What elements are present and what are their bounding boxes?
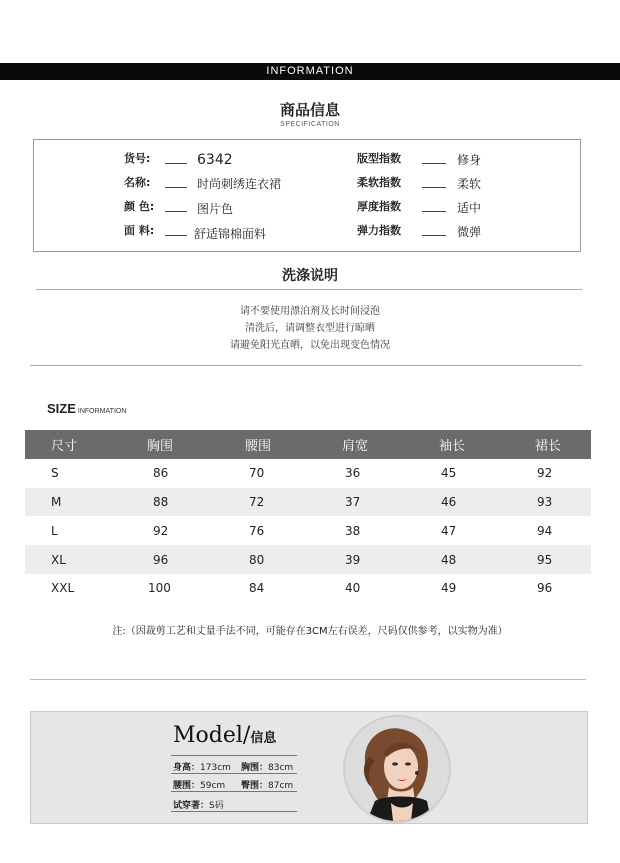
model-title-en: Model/ <box>173 723 251 748</box>
model-info-box <box>30 711 588 824</box>
wash-instruction: 请避免阳光直晒，以免出现变色情况 <box>230 340 390 351</box>
spec-dash <box>422 187 446 188</box>
table-cell: XXL <box>51 581 75 596</box>
table-cell: 37 <box>345 494 361 509</box>
spec-dash <box>165 235 187 236</box>
spec-label-thickness: 厚度指数 <box>357 200 401 213</box>
spec-dash <box>165 163 187 164</box>
table-cell: 96 <box>153 552 169 567</box>
table-cell: 86 <box>153 466 169 481</box>
column-header: 肩宽 <box>342 438 369 454</box>
divider <box>171 811 297 812</box>
table-cell: 70 <box>249 466 265 481</box>
spec-dash <box>422 211 446 212</box>
divider <box>171 773 297 774</box>
spec-label-fit: 版型指数 <box>357 152 401 165</box>
spec-dash <box>422 163 446 164</box>
spec-dash <box>165 187 187 188</box>
table-cell: 40 <box>345 581 361 596</box>
table-cell: L <box>51 523 58 538</box>
divider <box>171 791 297 792</box>
model-size-worn: 试穿著：S码 <box>173 801 224 811</box>
spec-box <box>33 139 581 252</box>
table-cell: 45 <box>441 466 457 481</box>
table-cell: 94 <box>537 523 553 538</box>
spec-dash <box>422 235 446 236</box>
spec-label-color: 颜 色: <box>124 200 155 213</box>
table-cell: 48 <box>441 552 457 567</box>
model-title <box>173 723 276 748</box>
table-cell: 49 <box>441 581 457 596</box>
table-cell: 84 <box>249 581 265 596</box>
table-cell: 36 <box>345 466 361 481</box>
spec-title: 商品信息 <box>279 101 340 119</box>
table-cell: M <box>51 494 62 509</box>
spec-label-elasticity: 弹力指数 <box>357 224 401 237</box>
divider <box>36 289 582 290</box>
spec-dash <box>165 211 187 212</box>
size-heading-main: SIZE <box>47 401 76 416</box>
table-cell: 92 <box>153 523 169 538</box>
table-cell: 95 <box>537 552 553 567</box>
size-note: 注:（因裁剪工艺和丈量手法不同，可能存在3CM左右误差，尺码仅供参考，以实物为准） <box>112 626 508 637</box>
table-cell: XL <box>51 552 66 567</box>
table-cell: 76 <box>249 523 265 538</box>
size-table <box>25 430 591 603</box>
table-cell: 88 <box>153 494 169 509</box>
column-header: 胸围 <box>147 438 174 454</box>
model-photo <box>343 715 451 823</box>
spec-label-softness: 柔软指数 <box>357 176 401 189</box>
column-header: 尺寸 <box>51 438 78 454</box>
divider <box>30 679 586 680</box>
spec-value-elasticity: 微弹 <box>457 225 482 239</box>
table-cell: 38 <box>345 523 361 538</box>
spec-subtitle: SPECIFICATION <box>280 121 340 128</box>
spec-label-fabric: 面 料: <box>124 224 155 237</box>
spec-value-fabric: 舒适锦棉面料 <box>194 227 267 241</box>
divider <box>171 755 297 756</box>
model-title-cn: 信息 <box>250 731 277 746</box>
spec-value-item-no: 6342 <box>197 152 233 168</box>
spec-value-thickness: 适中 <box>457 201 482 215</box>
table-row <box>25 488 591 517</box>
table-cell: 80 <box>249 552 265 567</box>
model-height: 身高：173cm <box>173 763 231 773</box>
column-header: 裙长 <box>535 438 562 454</box>
spec-label-name: 名称: <box>124 176 151 189</box>
table-row <box>25 516 591 545</box>
table-cell: 96 <box>537 581 553 596</box>
spec-label-item-no: 货号: <box>124 152 151 165</box>
column-header: 袖长 <box>439 438 466 454</box>
spec-value-color: 图片色 <box>197 202 234 216</box>
table-header-row <box>25 430 591 459</box>
table-cell: 93 <box>537 494 553 509</box>
model-portrait-icon <box>345 717 449 821</box>
spec-value-softness: 柔软 <box>457 177 482 191</box>
table-row <box>25 459 591 488</box>
size-heading-sub: INFORMATION <box>77 408 127 415</box>
divider <box>30 365 582 366</box>
information-banner: INFORMATION <box>0 63 620 80</box>
wash-instruction: 请不要使用漂泊剂及长时间浸泡 <box>240 306 380 317</box>
wash-title: 洗涤说明 <box>282 268 338 284</box>
spec-value-fit: 修身 <box>457 153 482 167</box>
table-cell: 46 <box>441 494 457 509</box>
size-heading <box>47 398 126 417</box>
table-cell: 72 <box>249 494 265 509</box>
wash-instruction: 清洗后，请调整衣型进行晾晒 <box>245 323 375 334</box>
table-row <box>25 574 591 603</box>
table-cell: 100 <box>148 581 171 596</box>
table-row <box>25 545 591 574</box>
table-cell: 47 <box>441 523 457 538</box>
table-cell: 39 <box>345 552 361 567</box>
model-hip: 臀围：87cm <box>241 781 294 791</box>
model-bust: 胸围：83cm <box>241 763 294 773</box>
column-header: 腰围 <box>245 438 272 454</box>
table-cell: 92 <box>537 466 553 481</box>
spec-value-name: 时尚刺绣连衣裙 <box>197 177 282 191</box>
model-waist: 腰围：59cm <box>173 781 226 791</box>
table-cell: S <box>51 466 59 481</box>
